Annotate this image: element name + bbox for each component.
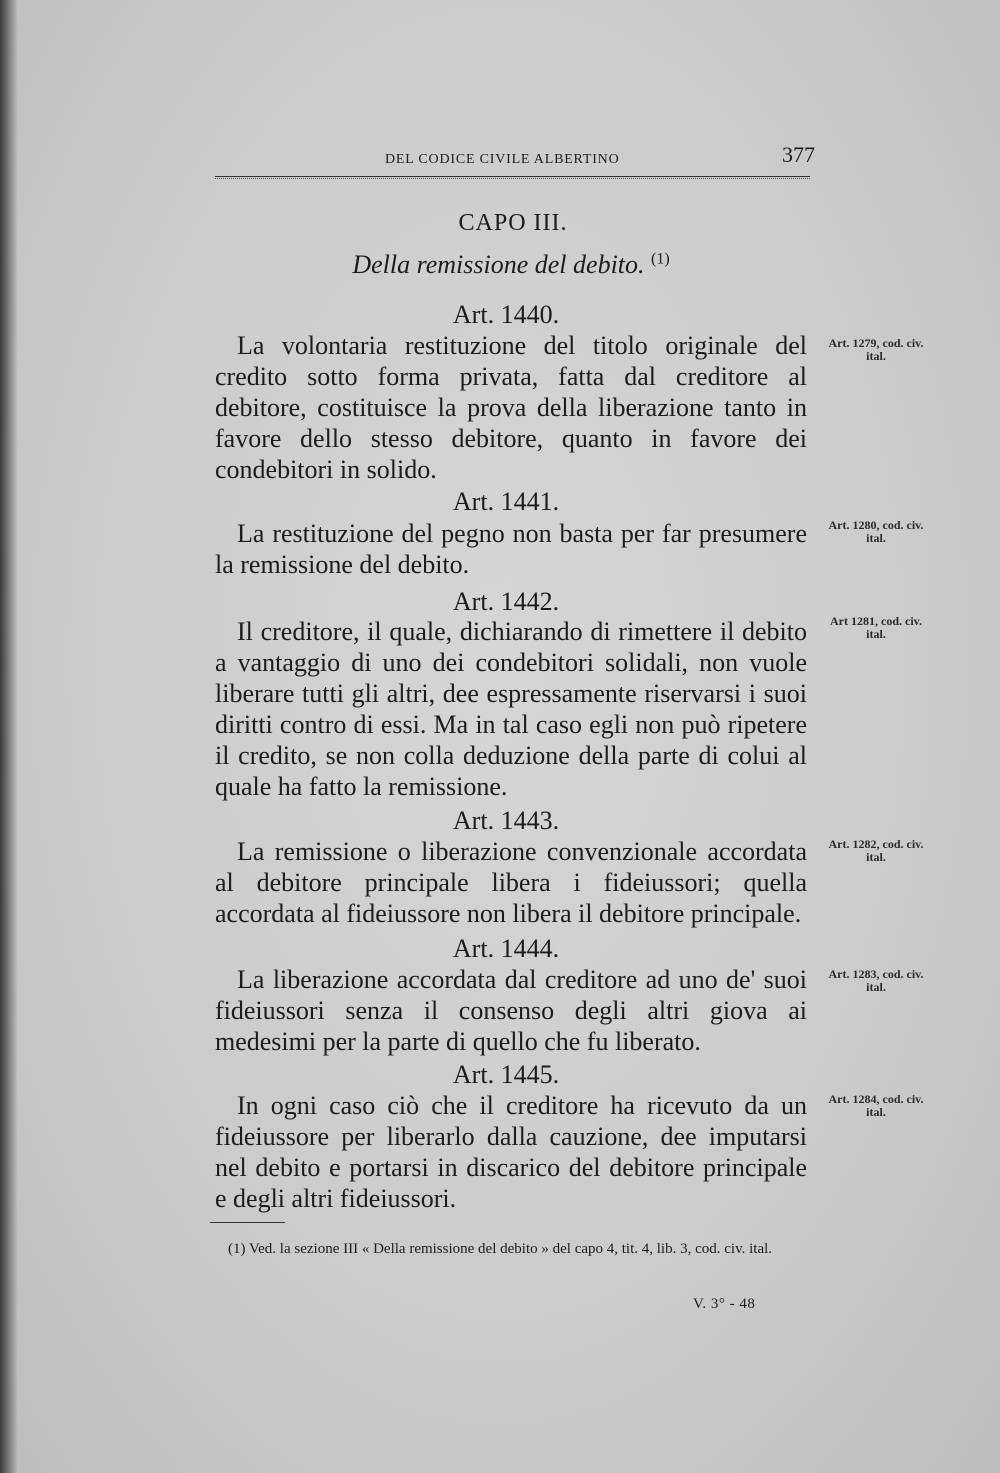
article-heading: Art. 1444. — [452, 934, 560, 963]
margin-reference: Art 1281, cod. civ. ital. — [830, 614, 922, 641]
margin-reference: Art. 1283, cod. civ. ital. — [828, 967, 924, 994]
printer-signature: V. 3° - 48 — [693, 1296, 756, 1312]
article-text: La volontaria restituzione del titolo originale del credito sotto forma privata, fatta dal creditore al debitore, costituisce la prova della liberazione tanto in favore dello stesso debitore, quanto in favore dei condebitori in solido. — [215, 331, 807, 484]
margin-reference: Art. 1284, cod. civ. ital. — [828, 1092, 924, 1119]
margin-reference: Art. 1279, cod. civ. ital. — [828, 336, 924, 363]
margin-reference: Art. 1282, cod. civ. ital. — [828, 837, 924, 864]
article-text: La liberazione accordata dal creditore ad uno de' suoi fideiussori senza il consenso degli altri giova ai medesimi per la parte di quello che fu liberato. — [215, 965, 807, 1056]
page-number: 377 — [782, 142, 815, 167]
chapter-heading: CAPO III. — [458, 210, 568, 236]
footnote: (1) Ved. la sezione III « Della remissione del debito » del capo 4, tit. 4, lib. 3, cod. civ. ital. — [228, 1241, 773, 1257]
footnote-rule — [210, 1222, 285, 1223]
page-header — [370, 142, 815, 176]
article-text: La restituzione del pegno non basta per far presumere la remissione del debito. — [215, 519, 807, 579]
header-rule — [215, 176, 810, 177]
section-title — [0, 250, 1000, 280]
article-text: In ogni caso ciò che il creditore ha ricevuto da un fideiussore per liberarlo dalla cauzione, dee imputarsi nel debito e portarsi in discarico del debitore principale e degli altri fideiussori. — [215, 1091, 807, 1213]
article-heading: Art. 1445. — [452, 1060, 560, 1089]
footnote-marker: (1) — [651, 250, 670, 268]
running-head: DEL CODICE CIVILE ALBERTINO — [385, 152, 620, 167]
article-heading: Art. 1442. — [452, 587, 560, 616]
article-heading: Art. 1441. — [452, 487, 560, 516]
article-heading: Art. 1440. — [452, 300, 560, 329]
margin-reference: Art. 1280, cod. civ. ital. — [828, 518, 924, 545]
header-rule-dotted — [215, 178, 810, 179]
article-text: Il creditore, il quale, dichiarando di rimettere il debito a vantaggio di uno dei condebitori solidali, non vuole liberare tutti gli altri, dee espressamente riservarsi i suoi diritti contro di essi. Ma in tal caso egli non può ripetere il credito, se non colla deduzione della parte di colui al quale ha fatto la remissione. — [215, 617, 807, 801]
article-text: La remissione o liberazione convenzionale accordata al debitore principale libera i fideiussori; quella accordata al fideiussore non libera il debitore principale. — [215, 837, 807, 928]
section-title-text: Della remissione del debito. — [352, 250, 645, 279]
article-heading: Art. 1443. — [452, 806, 560, 835]
